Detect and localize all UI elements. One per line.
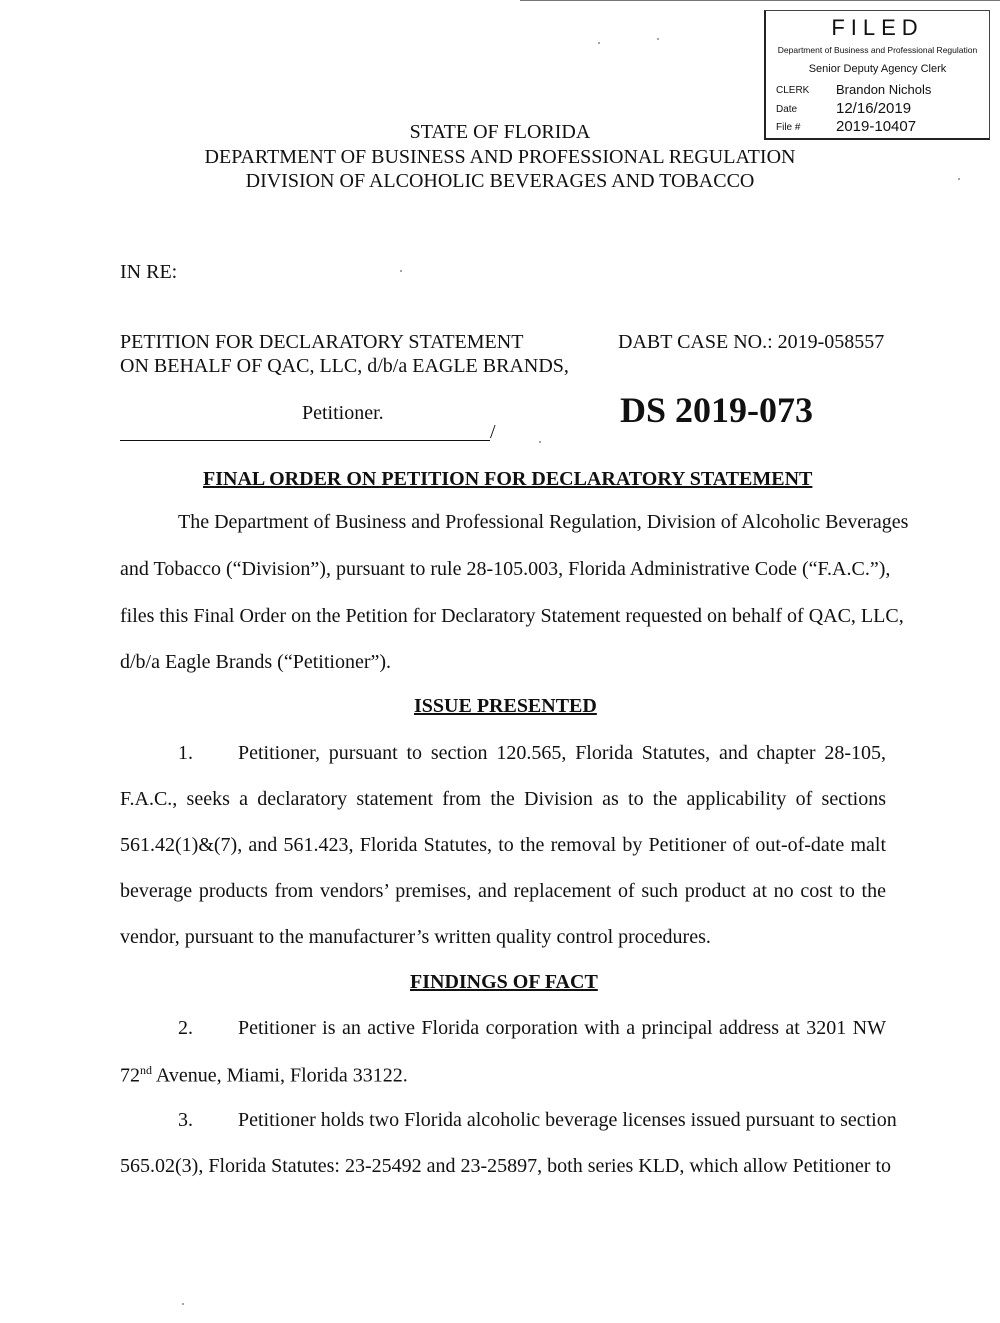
- para-1-line-1: Petitioner, pursuant to section 120.565, Florida Statutes, and chapter 28-105,: [238, 742, 886, 764]
- intro-line-1: The Department of Business and Professional Regulation, Division of Alcoholic Beverages: [178, 511, 909, 533]
- para-1-line-2: F.A.C., seeks a declaratory statement from the Division as to the applicability of sections: [120, 788, 886, 810]
- stamp-clerk-label: CLERK: [776, 85, 810, 96]
- petitioner-label: Petitioner.: [302, 402, 384, 424]
- para-2-line-1: Petitioner is an active Florida corporation with a principal address at 3201 NW: [238, 1017, 886, 1039]
- para-1-line-3: 561.42(1)&(7), and 561.423, Florida Statutes, to the removal by Petitioner of out-of-date malt: [120, 834, 886, 856]
- in-re-label: IN RE:: [120, 261, 178, 283]
- stamp-title: FILED: [831, 15, 924, 40]
- findings-of-fact-heading: FINDINGS OF FACT: [410, 971, 598, 993]
- ds-case-number: DS 2019-073: [620, 390, 814, 430]
- stamp-file-value: 2019-10407: [836, 118, 917, 135]
- para-1-number: 1.: [178, 742, 193, 764]
- issue-presented-heading: ISSUE PRESENTED: [414, 695, 597, 717]
- stamp-date-value: 12/16/2019: [836, 100, 912, 117]
- scan-speck: [539, 441, 541, 443]
- para-3-line-2: 565.02(3), Florida Statutes: 23-25492 and 23-25897, both series KLD, which allow Petitioner to: [120, 1155, 892, 1177]
- scan-speck: [598, 42, 600, 44]
- petition-line-1: PETITION FOR DECLARATORY STATEMENT: [120, 331, 524, 353]
- header-department: DEPARTMENT OF BUSINESS AND PROFESSIONAL REGULATION: [204, 146, 796, 168]
- intro-line-3: files this Final Order on the Petition for Declaratory Statement requested on behalf of QAC, LLC,: [120, 605, 904, 627]
- para-3-number: 3.: [178, 1109, 193, 1131]
- scan-speck: [958, 178, 960, 180]
- header-division: DIVISION OF ALCOHOLIC BEVERAGES AND TOBACCO: [245, 170, 755, 192]
- top-edge-rule: [520, 0, 1000, 1]
- para-2-line-2: [120, 1063, 408, 1088]
- para-2-street-number: 72: [120, 1064, 140, 1087]
- scan-speck: [657, 38, 659, 40]
- intro-line-4: d/b/a Eagle Brands (“Petitioner”).: [120, 651, 392, 673]
- order-title: FINAL ORDER ON PETITION FOR DECLARATORY STATEMENT: [203, 468, 813, 490]
- petition-line-2: ON BEHALF OF QAC, LLC, d/b/a EAGLE BRANDS,: [120, 355, 569, 377]
- signature-rule: [120, 440, 490, 441]
- dabt-case-number: DABT CASE NO.: 2019-058557: [618, 331, 885, 353]
- stamp-date-label: Date: [776, 104, 798, 115]
- para-2-address-rest: Avenue, Miami, Florida 33122.: [152, 1064, 408, 1087]
- para-2-number: 2.: [178, 1017, 193, 1039]
- caption-slash: /: [490, 421, 496, 443]
- para-1-line-5: vendor, pursuant to the manufacturer’s written quality control procedures.: [120, 926, 711, 948]
- para-3-line-1: Petitioner holds two Florida alcoholic beverage licenses issued pursuant to section: [238, 1109, 897, 1131]
- para-1-line-4: beverage products from vendors’ premises, and replacement of such product at no cost to the: [120, 880, 886, 902]
- stamp-file-label: File #: [776, 122, 801, 133]
- stamp-department: Department of Business and Professional Regulation: [777, 45, 978, 55]
- stamp-role: Senior Deputy Agency Clerk: [808, 63, 947, 75]
- para-2-ordinal-suffix: nd: [140, 1063, 152, 1077]
- intro-line-2: and Tobacco (“Division”), pursuant to rule 28-105.003, Florida Administrative Code (“F.A.C.”),: [120, 558, 891, 580]
- stamp-clerk-value: Brandon Nichols: [836, 82, 932, 97]
- scan-speck: [400, 270, 402, 272]
- header-state: STATE OF FLORIDA: [409, 121, 591, 143]
- scan-speck: [182, 1303, 184, 1305]
